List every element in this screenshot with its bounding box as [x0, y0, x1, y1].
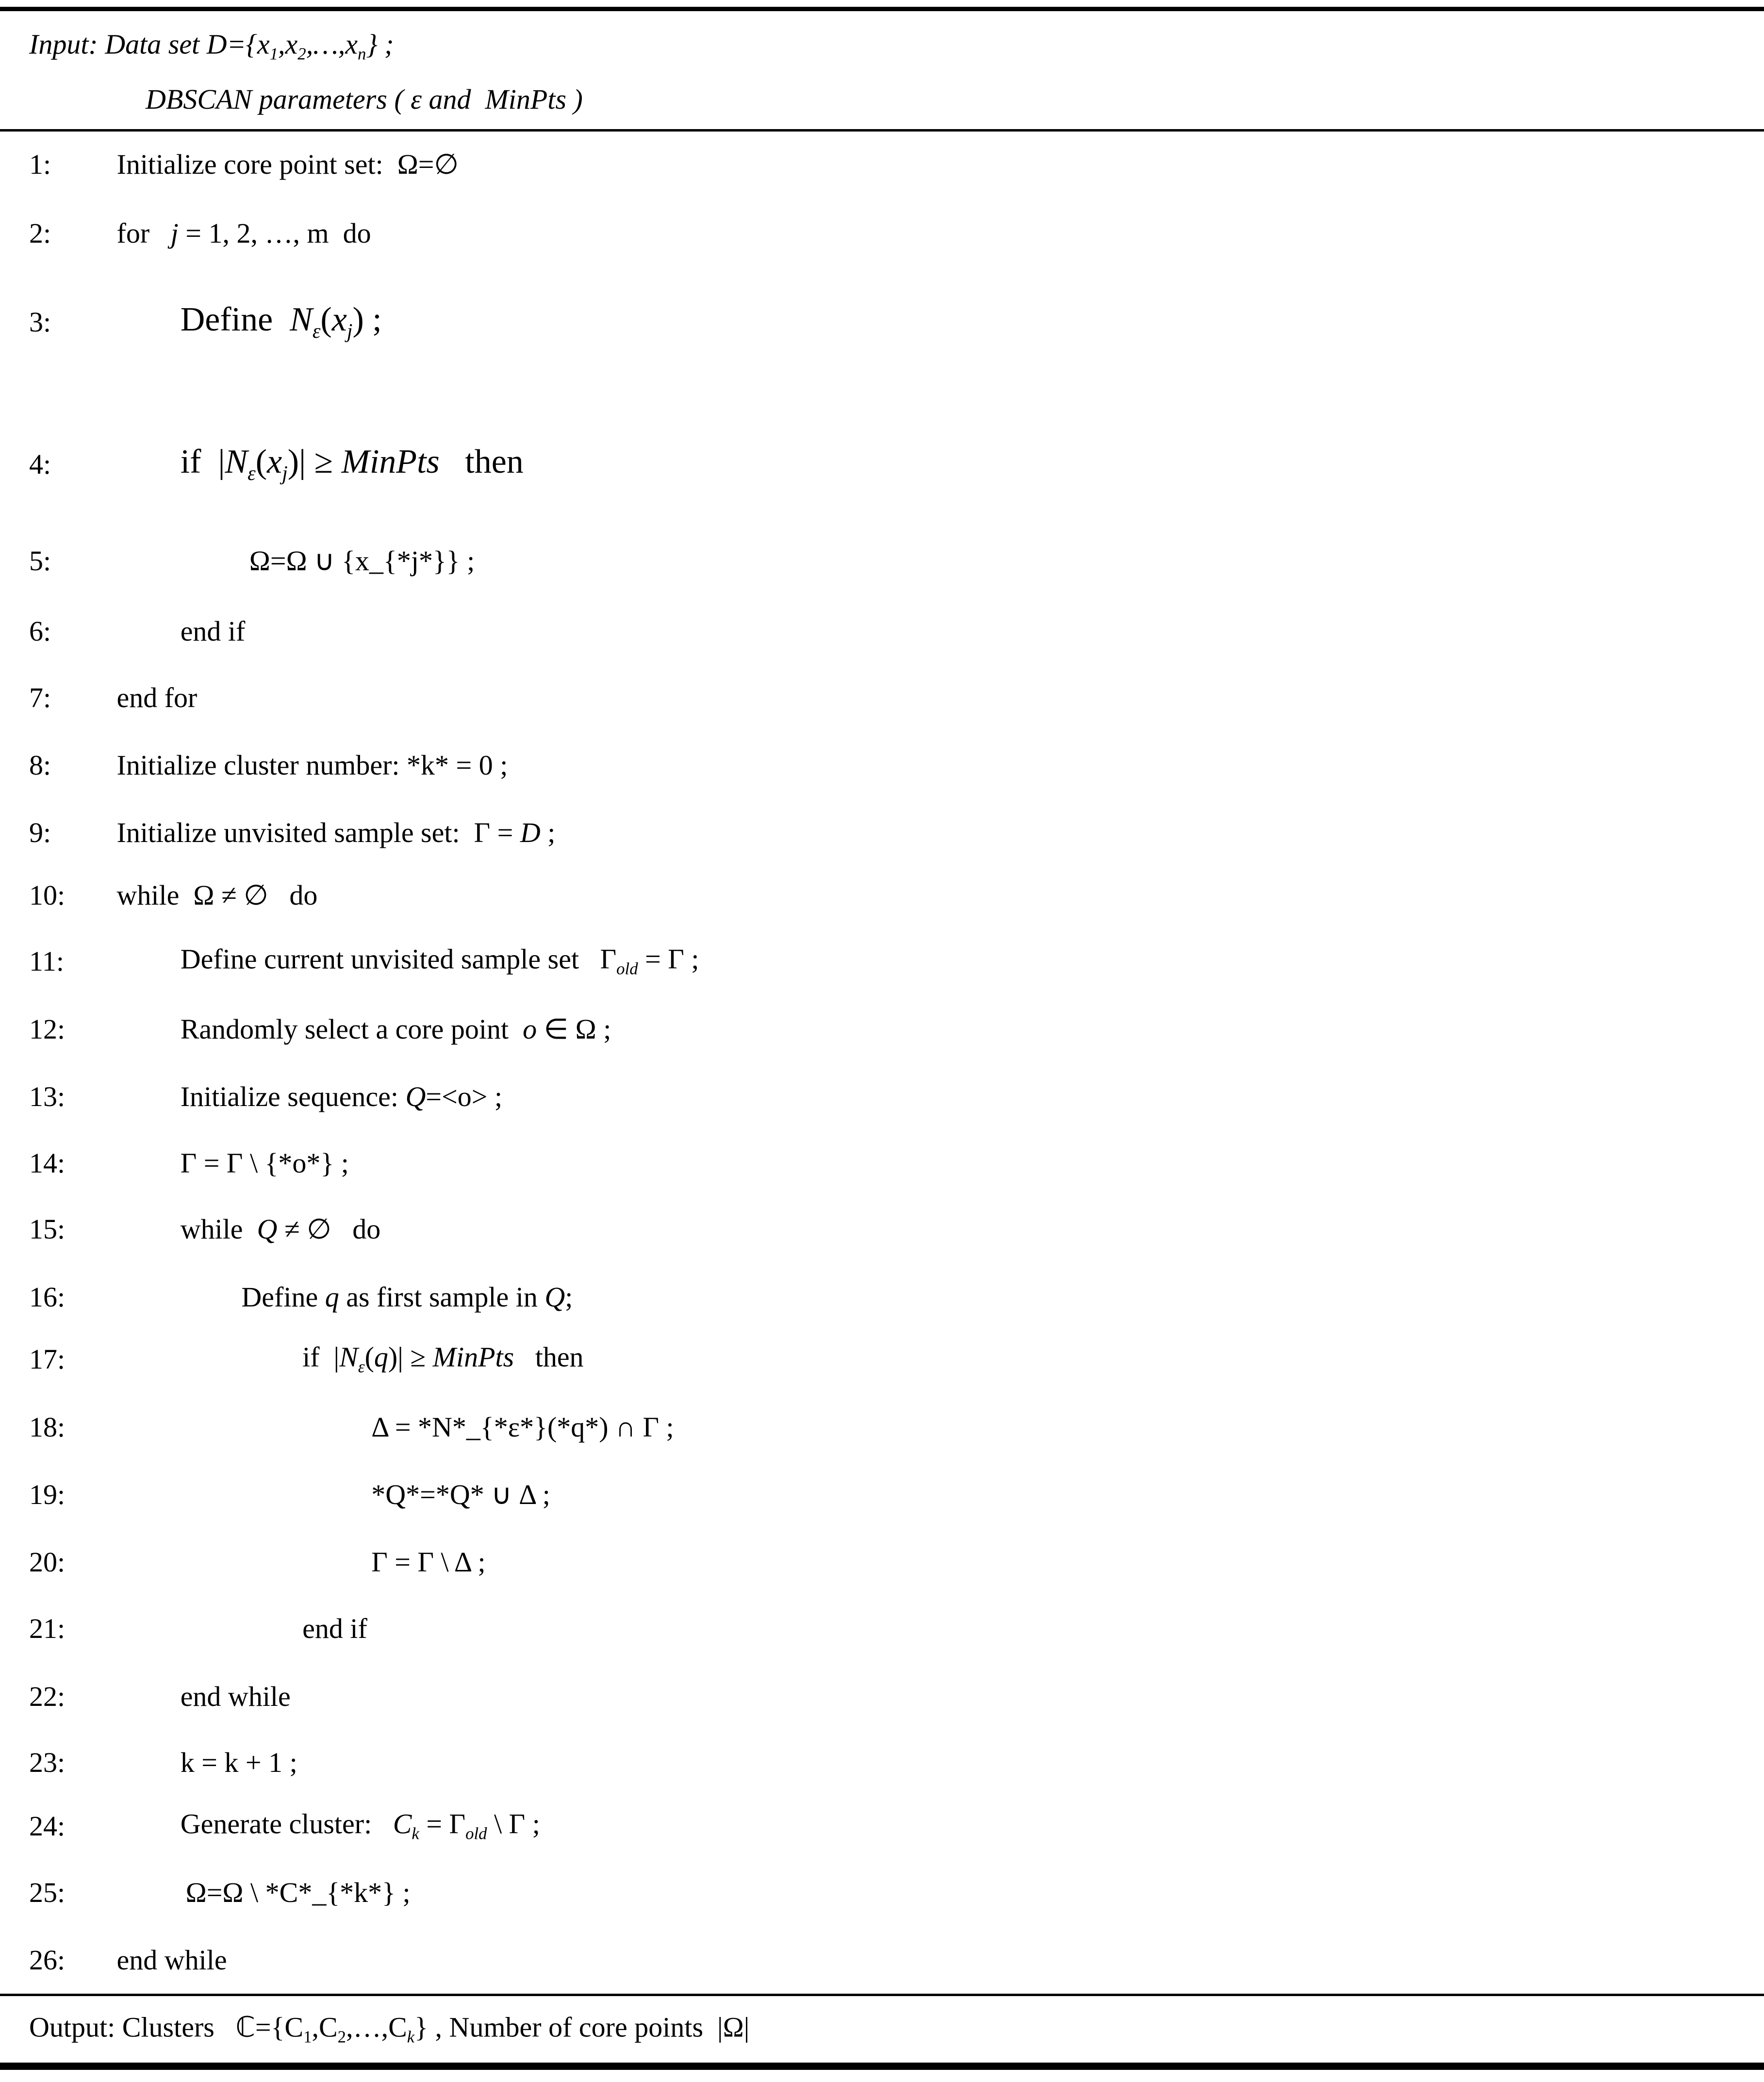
algorithm-line: Randomly select a core point o ∈ Ω ;	[180, 1013, 611, 1045]
output-line: Output: Clusters $ℂ=\{C_1,C_2,\dots,C_k\}$ , Number of core points |Ω|	[29, 2011, 750, 2047]
line-number: 6:	[29, 615, 51, 647]
algorithm-line: Γ = Γ \ Δ ;	[371, 1546, 486, 1578]
algorithm-line: Define q as first sample in Q;	[241, 1281, 573, 1313]
algorithm-line: Initialize unvisited sample set: Γ = D ;	[116, 817, 556, 849]
line-number: 20:	[29, 1546, 66, 1578]
line-number: 11:	[29, 945, 64, 977]
algorithm-line: Define current unvisited sample set $\Gamma_{old} = \Gamma$ ;	[180, 943, 699, 979]
algorithm-line: Initialize sequence: Q=<o> ;	[180, 1081, 503, 1113]
line-number: 12:	[29, 1013, 66, 1045]
algorithm-line: end while	[180, 1680, 291, 1712]
algorithm-line: Initialize core point set: Ω=∅	[116, 148, 459, 180]
algorithm-line: while Q ≠ ∅ do	[180, 1213, 381, 1245]
algorithm-line: for j = 1, 2, …, m do	[116, 217, 371, 249]
algorithm-line: Ω=Ω ∪ {x_{*j*}} ;	[249, 545, 475, 577]
header-rule	[0, 129, 1764, 132]
bottom-rule	[0, 2063, 1764, 2070]
line-number: 7:	[29, 681, 51, 713]
line-number: 21:	[29, 1613, 66, 1645]
line-number: 17:	[29, 1343, 66, 1375]
line-number: 15:	[29, 1213, 66, 1245]
output-rule	[0, 1994, 1764, 1996]
algorithm-line: if $|N_\varepsilon(q)|$ ≥ MinPts then	[302, 1341, 584, 1376]
algorithm-line: if $|N_\varepsilon(x_j)|$ ≥ MinPts then	[180, 443, 524, 485]
line-number: 9:	[29, 817, 51, 849]
algorithm-line: end if	[180, 615, 246, 647]
algorithm-line: Ω=Ω \ *C*_{*k*} ;	[185, 1876, 411, 1908]
line-number: 4:	[29, 448, 51, 480]
line-number: 19:	[29, 1479, 66, 1511]
algorithm-line: Δ = *N*_{*ε*}(*q*) ∩ Γ ;	[371, 1411, 674, 1443]
algorithm-line: end if	[302, 1613, 367, 1645]
line-number: 13:	[29, 1081, 66, 1113]
algorithm-line: Generate cluster: $C_k = \Gamma_{old}$ \ Γ ;	[180, 1808, 540, 1844]
algorithm-line: Γ = Γ \ {*o*} ;	[180, 1147, 349, 1179]
line-number: 18:	[29, 1411, 66, 1443]
algorithm-line: k = k + 1 ;	[180, 1747, 297, 1779]
line-number: 24:	[29, 1810, 66, 1842]
line-number: 1:	[29, 148, 51, 180]
algorithm-line: while Ω ≠ ∅ do	[116, 879, 318, 911]
params-line: DBSCAN parameters ( ε and MinPts )	[146, 83, 583, 115]
algorithm-line: Initialize cluster number: *k* = 0 ;	[116, 749, 508, 781]
algorithm-line: end while	[116, 1944, 227, 1976]
algorithm-line: Define $N_\varepsilon(x_j)$ ;	[180, 301, 382, 343]
line-number: 8:	[29, 749, 51, 781]
line-number: 23:	[29, 1747, 66, 1779]
line-number: 26:	[29, 1944, 66, 1976]
line-number: 3:	[29, 306, 51, 338]
line-number: 25:	[29, 1876, 66, 1908]
line-number: 10:	[29, 879, 66, 911]
line-number: 22:	[29, 1680, 66, 1712]
line-number: 2:	[29, 217, 51, 249]
line-number: 14:	[29, 1147, 66, 1179]
top-rule	[0, 7, 1764, 11]
line-number: 5:	[29, 545, 51, 577]
line-number: 16:	[29, 1281, 66, 1313]
algorithm-line: end for	[116, 681, 198, 713]
algorithm-line: *Q*=*Q* ∪ Δ ;	[371, 1479, 550, 1511]
input-line: Input: Data set $D=\{x_1,x_2,\dots,x_n\}$ ;	[29, 28, 394, 64]
